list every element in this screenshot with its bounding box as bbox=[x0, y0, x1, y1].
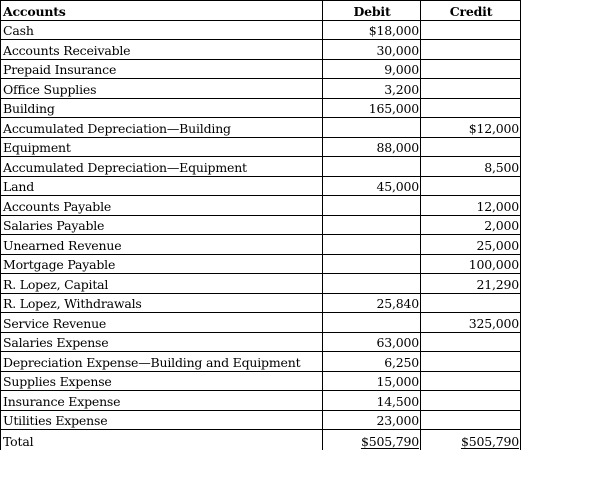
credit-amount bbox=[421, 391, 521, 411]
debit-amount: 63,000 bbox=[323, 332, 421, 352]
table-body bbox=[1, 20, 521, 450]
total-credit-amount: $505,790 bbox=[460, 434, 519, 449]
table-row bbox=[1, 235, 521, 255]
credit-amount: 21,290 bbox=[421, 274, 521, 294]
credit-amount bbox=[421, 59, 521, 79]
account-name: Accumulated Depreciation—Equipment bbox=[1, 157, 323, 177]
account-name: Insurance Expense bbox=[1, 391, 323, 411]
account-name: Equipment bbox=[1, 137, 323, 157]
account-name: Prepaid Insurance bbox=[1, 59, 323, 79]
table-row bbox=[1, 254, 521, 274]
table-row bbox=[1, 274, 521, 294]
table-row bbox=[1, 157, 521, 177]
debit-amount: 3,200 bbox=[323, 79, 421, 99]
debit-amount: 25,840 bbox=[323, 293, 421, 313]
credit-amount bbox=[421, 137, 521, 157]
debit-amount bbox=[323, 235, 421, 255]
account-name: Office Supplies bbox=[1, 79, 323, 99]
table-row bbox=[1, 196, 521, 216]
credit-amount bbox=[421, 293, 521, 313]
credit-amount: 25,000 bbox=[421, 235, 521, 255]
debit-amount bbox=[323, 215, 421, 235]
debit-amount: 30,000 bbox=[323, 40, 421, 60]
credit-amount bbox=[421, 40, 521, 60]
debit-column-header: Debit bbox=[323, 1, 421, 21]
table-row bbox=[1, 40, 521, 60]
debit-amount: 88,000 bbox=[323, 137, 421, 157]
credit-amount: 12,000 bbox=[421, 196, 521, 216]
table-row bbox=[1, 137, 521, 157]
account-name: R. Lopez, Capital bbox=[1, 274, 323, 294]
account-name: Service Revenue bbox=[1, 313, 323, 333]
total-debit-cell bbox=[323, 430, 421, 451]
total-debit-amount: $505,790 bbox=[360, 434, 419, 449]
credit-amount bbox=[421, 410, 521, 430]
table-row bbox=[1, 410, 521, 430]
credit-amount bbox=[421, 332, 521, 352]
header-row bbox=[1, 1, 521, 21]
table-row bbox=[1, 371, 521, 391]
debit-amount: 165,000 bbox=[323, 98, 421, 118]
account-name: Building bbox=[1, 98, 323, 118]
account-name: Unearned Revenue bbox=[1, 235, 323, 255]
credit-amount bbox=[421, 371, 521, 391]
table-row bbox=[1, 176, 521, 196]
table-row bbox=[1, 79, 521, 99]
table-row bbox=[1, 313, 521, 333]
table-row bbox=[1, 391, 521, 411]
account-name: Accumulated Depreciation—Building bbox=[1, 118, 323, 138]
debit-amount: 45,000 bbox=[323, 176, 421, 196]
account-name: R. Lopez, Withdrawals bbox=[1, 293, 323, 313]
total-label: Total bbox=[1, 430, 323, 451]
account-name: Cash bbox=[1, 20, 323, 40]
table-row bbox=[1, 215, 521, 235]
account-name: Land bbox=[1, 176, 323, 196]
debit-amount bbox=[323, 196, 421, 216]
account-name: Salaries Payable bbox=[1, 215, 323, 235]
credit-amount: 2,000 bbox=[421, 215, 521, 235]
table-row bbox=[1, 59, 521, 79]
accounts-column-header: Accounts bbox=[1, 1, 323, 21]
credit-amount bbox=[421, 79, 521, 99]
debit-amount: 9,000 bbox=[323, 59, 421, 79]
table-row bbox=[1, 352, 521, 372]
credit-amount bbox=[421, 20, 521, 40]
credit-amount bbox=[421, 352, 521, 372]
credit-amount: 100,000 bbox=[421, 254, 521, 274]
table-row bbox=[1, 98, 521, 118]
credit-amount: 8,500 bbox=[421, 157, 521, 177]
debit-amount bbox=[323, 157, 421, 177]
account-name: Mortgage Payable bbox=[1, 254, 323, 274]
account-name: Depreciation Expense—Building and Equipment bbox=[1, 352, 323, 372]
table-row bbox=[1, 293, 521, 313]
table-row bbox=[1, 20, 521, 40]
debit-amount bbox=[323, 118, 421, 138]
credit-amount bbox=[421, 176, 521, 196]
account-name: Salaries Expense bbox=[1, 332, 323, 352]
debit-amount: 6,250 bbox=[323, 352, 421, 372]
debit-amount: 15,000 bbox=[323, 371, 421, 391]
account-name: Utilities Expense bbox=[1, 410, 323, 430]
credit-amount: $12,000 bbox=[421, 118, 521, 138]
account-name: Supplies Expense bbox=[1, 371, 323, 391]
debit-amount: 14,500 bbox=[323, 391, 421, 411]
total-credit-cell bbox=[421, 430, 521, 451]
credit-amount bbox=[421, 98, 521, 118]
debit-amount bbox=[323, 274, 421, 294]
debit-amount bbox=[323, 254, 421, 274]
total-row bbox=[1, 430, 521, 451]
credit-amount: 325,000 bbox=[421, 313, 521, 333]
table-row bbox=[1, 332, 521, 352]
debit-amount: 23,000 bbox=[323, 410, 421, 430]
credit-column-header: Credit bbox=[421, 1, 521, 21]
account-name: Accounts Receivable bbox=[1, 40, 323, 60]
debit-amount bbox=[323, 313, 421, 333]
table-row bbox=[1, 118, 521, 138]
debit-amount: $18,000 bbox=[323, 20, 421, 40]
account-name: Accounts Payable bbox=[1, 196, 323, 216]
